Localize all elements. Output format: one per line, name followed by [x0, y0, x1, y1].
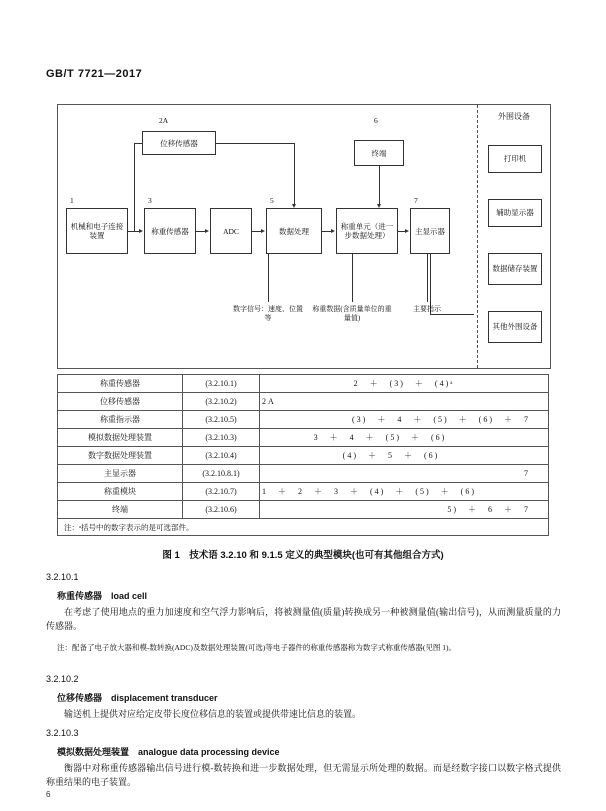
arrow-adc-dp	[261, 229, 265, 233]
node-num-2A: 2A	[159, 116, 169, 125]
arrow-3-adc	[205, 229, 209, 233]
row-seq: 2 ＋ (3) ＋ (4)ᵃ	[260, 375, 549, 393]
module-composition-table	[57, 374, 549, 536]
entry-term-analogue-data-processing: 模拟数据处理装置 analogue data processing device	[57, 747, 280, 757]
table-row	[58, 501, 549, 519]
row-ref: (3.2.10.5)	[183, 411, 260, 429]
entry-body-analogue-data-processing: 衡器中对称重传感器输出信号进行模-数转换和进一步数据处理，但无需显示所处理的数据。而是经数字接口以数字格式提供称重结果的电子装置。	[46, 763, 561, 787]
link-2A-left-vert	[134, 143, 135, 231]
row-ref: (3.2.10.3)	[183, 429, 260, 447]
page-folio: 6	[46, 790, 51, 799]
annotation-weighing-leader	[352, 254, 353, 302]
node-terminal: 终端	[354, 140, 404, 166]
arrow-wu-md	[405, 229, 409, 233]
table-row	[58, 465, 549, 483]
node-load-cell: 称重传感器	[144, 208, 196, 254]
arrow-terminal-wu	[377, 204, 381, 208]
table-note: 注：ᵃ括号中的数字表示的是可选部件。	[58, 519, 549, 536]
row-name: 数字数据处理装置	[58, 447, 183, 465]
node-num-6: 6	[374, 116, 378, 125]
row-name: 称重模块	[58, 483, 183, 501]
row-seq: 7	[260, 465, 549, 483]
link-bus-horiz	[430, 314, 474, 315]
link-2A-right-vert	[294, 143, 295, 205]
row-ref: (3.2.10.6)	[183, 501, 260, 519]
row-ref: (3.2.10.2)	[183, 393, 260, 411]
row-ref: (3.2.10.1)	[183, 375, 260, 393]
row-ref: (3.2.10.8.1)	[183, 465, 260, 483]
table-row	[58, 411, 549, 429]
node-weighing-unit: 称重单元（进一步数据处理）	[336, 208, 398, 254]
node-mech-electric-connection: 机械和电子连接装置	[66, 208, 128, 254]
row-seq: 5) ＋ 6 ＋ 7	[260, 501, 549, 519]
peripheral-aux-display: 辅助显示器	[488, 199, 542, 227]
entry-note-load-cell: 注：配备了电子放大器和模-数转换(ADC)及数据处理装置(可选)等电子器件的称重传感器称为数字式称重传感器(见图 1)。	[57, 643, 456, 652]
node-data-processing: 数据处理	[266, 208, 322, 254]
table-row	[58, 483, 549, 501]
row-name: 主显示器	[58, 465, 183, 483]
row-seq: (3) ＋ 4 ＋ (5) ＋ (6) ＋ 7	[260, 411, 549, 429]
row-seq: 1 ＋ 2 ＋ 3 ＋ (4) ＋ (5) ＋ (6)	[260, 483, 549, 501]
node-num-5: 5	[270, 196, 274, 205]
node-displacement-transducer: 位移传感器	[142, 131, 216, 155]
table-row	[58, 429, 549, 447]
annotation-digital-leader	[268, 254, 269, 302]
entry-term-displacement-transducer: 位移传感器 displacement transducer	[57, 693, 218, 703]
arrow-1-3	[139, 229, 143, 233]
row-name: 模拟数据处理装置	[58, 429, 183, 447]
entry-number-3-2-10-3: 3.2.10.3	[46, 728, 79, 738]
table-row	[58, 447, 549, 465]
node-num-7: 7	[414, 196, 418, 205]
annotation-main-indication: 主要指示	[413, 305, 441, 313]
node-adc: ADC	[210, 208, 252, 254]
standard-number: GB/T 7721—2017	[46, 68, 143, 80]
row-seq: 2A	[260, 393, 549, 411]
entry-body-load-cell: 在考虑了使用地点的重力加速度和空气浮力影响后，将被测量值(质量)转换成另一种被测量值(输出信号)，从而测量质量的力传感器。	[46, 607, 561, 631]
arrow-2A-dp	[292, 204, 296, 208]
annotation-digital-signal: 数字信号：速度、位置等	[233, 305, 303, 322]
annotation-weighing-data: 称重数据(含质量单位的重量值)	[312, 305, 392, 322]
node-num-3: 3	[148, 196, 152, 205]
peripheral-other: 其他外围设备	[488, 311, 542, 343]
arrow-dp-wu	[331, 229, 335, 233]
link-terminal-vert	[379, 166, 380, 206]
annotation-main-leader	[427, 254, 428, 302]
peripheral-printer: 打印机	[488, 145, 542, 173]
peripheral-data-storage: 数据储存装置	[488, 253, 542, 285]
table-row	[58, 393, 549, 411]
figure-diagram	[57, 104, 551, 369]
entry-body-displacement-transducer: 输送机上提供对应给定皮带长度位移信息的装置或提供带速比信息的装置。	[64, 709, 362, 719]
entry-term-load-cell: 称重传感器 load cell	[57, 591, 148, 601]
node-main-display: 主显示器	[410, 208, 450, 254]
link-2A-right-horiz	[216, 143, 294, 144]
row-seq: 3 ＋ 4 ＋ (5) ＋ (6)	[260, 429, 549, 447]
row-ref: (3.2.10.7)	[183, 483, 260, 501]
node-num-1: 1	[70, 196, 74, 205]
row-name: 称重指示器	[58, 411, 183, 429]
peripheral-panel-title: 外围设备	[498, 112, 530, 121]
figure-caption: 图 1 技术语 3.2.10 和 9.1.5 定义的典型模块(也可有其他组合方式)	[162, 550, 444, 561]
row-ref: (3.2.10.4)	[183, 447, 260, 465]
table-note-row	[58, 519, 549, 536]
row-name: 位移传感器	[58, 393, 183, 411]
row-name: 终端	[58, 501, 183, 519]
row-name: 称重传感器	[58, 375, 183, 393]
entry-number-3-2-10-1: 3.2.10.1	[46, 572, 79, 582]
peripheral-panel	[477, 105, 550, 368]
entry-number-3-2-10-2: 3.2.10.2	[46, 674, 79, 684]
link-2A-left-horiz	[134, 143, 142, 144]
table-row	[58, 375, 549, 393]
row-seq: (4) ＋ 5 ＋ (6)	[260, 447, 549, 465]
